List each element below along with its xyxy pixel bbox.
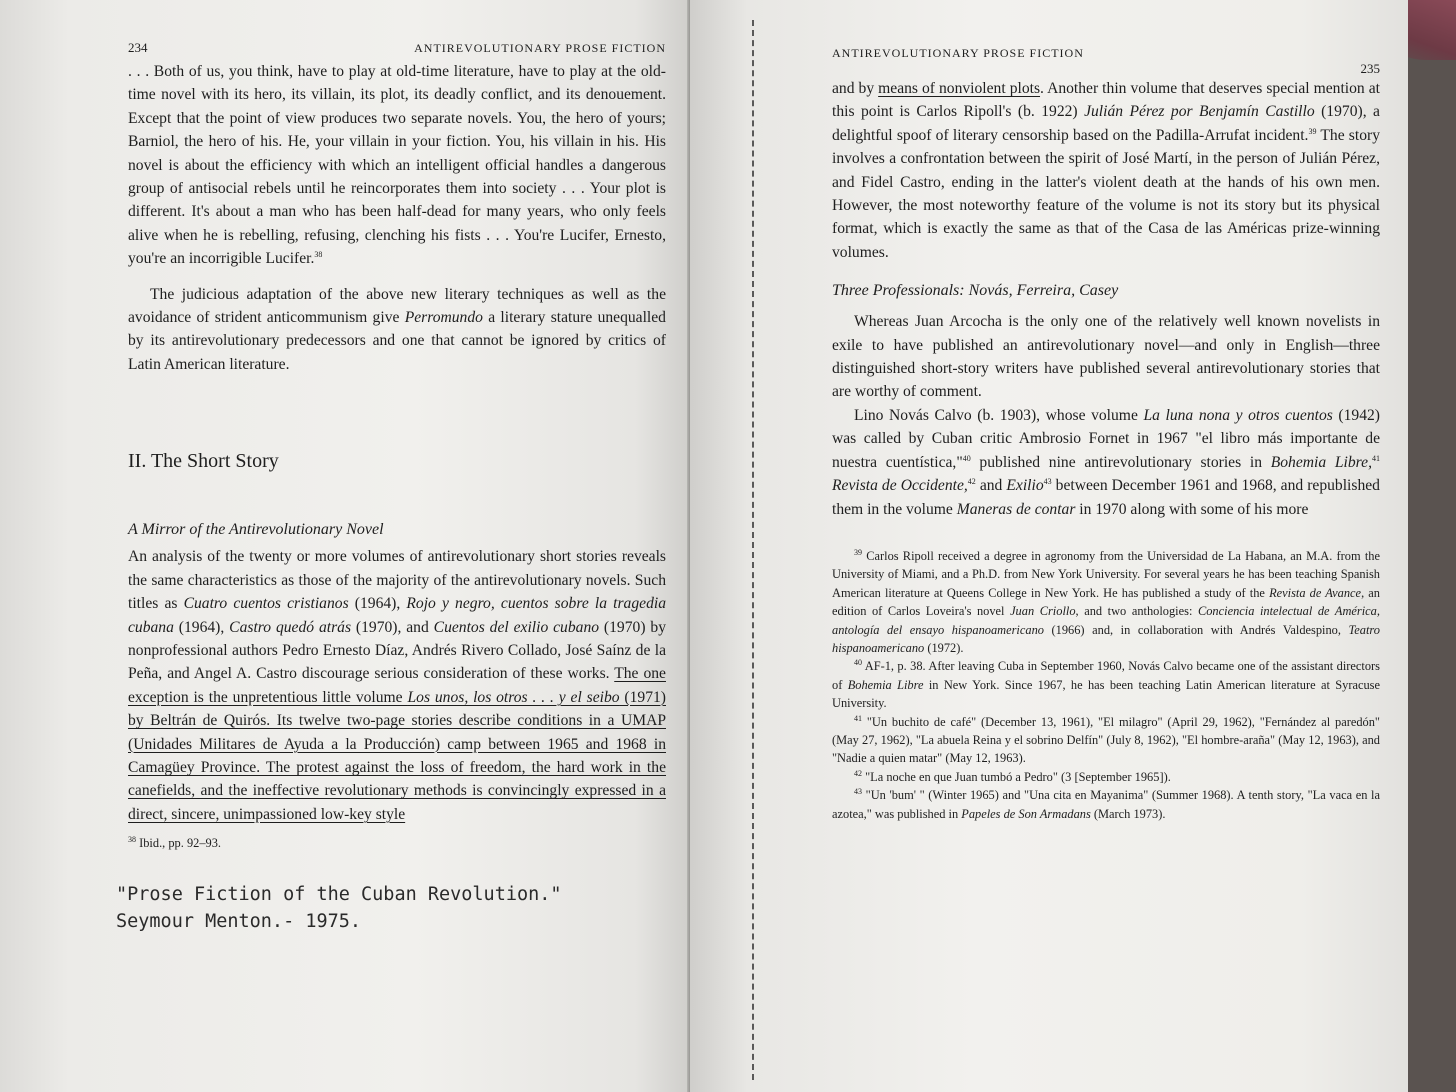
typewritten-citation [116,881,666,935]
p3-text-d: and [975,477,1007,495]
right-page-number: 235 [1360,61,1380,76]
para2-title-5: Los unos, los otros . . . y el seibo [407,688,620,706]
p1-text-b: . Another thin volume that deserves special mention at this point is Carlos Ripoll's (b. 1922) [832,80,1380,121]
footnote-43-number: 43 [854,787,862,797]
footnote-39-number: 39 [854,547,862,557]
p3-note-42: 42 [967,476,976,486]
para2-title-3: Castro quedó atrás [229,618,352,636]
quote-note-ref: 38 [314,250,323,260]
fn39-text-c: , and two anthologies: [1075,604,1198,619]
p1-note-ref: 39 [1308,126,1317,136]
para2-title-2: Rojo y negro, cuentos sobre la tragedia cubana [128,595,666,636]
p1-title: Julián Pérez por Benjamín Castillo [1084,103,1315,121]
footnote-42-number: 42 [854,768,862,778]
p1-underlined: means of nonviolent plots [878,80,1041,97]
para2-underlined-a: The one exception is the unpretentious little volume [128,665,666,706]
para1-title: Perromundo [404,309,483,327]
footnote-38-text: Ibid., pp. 92–93. [139,836,222,851]
p3-text-b: (1942) was called by Cuban critic Ambrosio Fornet in 1967 "el libro más importante de nuestra cuentística," [832,406,1380,471]
p3-text-c: published nine antirevolutionary stories in [970,453,1271,471]
p3-title-4: Exilio [1006,477,1044,495]
p3-text-f: in 1970 along with some of his more [1075,500,1309,518]
para2-text-a: An analysis of the twenty or more volumes of antirevolutionary short stories reveals the same characteristics as those of the majority of the antirevolutionary novels. Such titles as [128,548,666,613]
p3-note-40: 40 [962,453,971,463]
fn40-title: Bohemia Libre [847,677,924,692]
fn39-title-1: Revista de Avance [1269,585,1362,600]
footnote-41 [832,713,1380,768]
subheading-mirror: A Mirror of the Antirevolutionary Novel [128,521,384,539]
underlined-passage [128,665,666,822]
fn39-text-a: Carlos Ripoll received a degree in agronomy from the Universidad de La Habana, an M.A. from the University of Miami, and a Ph.D. from New York University. For several years he has been teaching Spanish American literature at Queens College in New York. He has published a study of the [832,548,1380,600]
left-running-header [128,40,666,56]
p3-note-43: 43 [1043,476,1052,486]
para2-title-4: Cuentos del exilio cubano [433,618,600,636]
quote-text: . . . Both of us, you think, have to play at old-time literature, have to play at the old-time novel with its hero, its villain, its plot, its deadly conflict, and its denouement. Except that the point of view produces two separate novels. You, the hero of yours; Barniol, the hero of his. He, your villain in your fiction. You, his villain in his. His novel is about the efficiency with which an intelligent official handles a dangerous group of antisocial rebels until he reincorporates them into society . . . Your plot is different. It's about a man who has been half-dead for many years, who only feels alive when he is rebelling, refusing, clenching his fists . . . You're Lucifer, Ernesto, you're an incorrigible Lucifer. [128,63,666,268]
fn39-title-3: Conciencia intelectual de América, antología del ensayo hispanoamericano [832,604,1380,637]
right-running-head-title: ANTIREVOLUTIONARY PROSE FICTION [832,46,1084,60]
typed-line-1: "Prose Fiction of the Cuban Revolution." [116,883,562,905]
p3-text-a: Lino Novás Calvo (b. 1903), whose volume [854,406,1144,424]
fn43-title: Papeles de Son Armadans [961,806,1091,821]
fn39-text-d: (1966) and, in collaboration with Andrés Valdespino, [1043,622,1349,637]
para1-text-a: The judicious adaptation of the above new literary techniques as well as the avoidance of strident anticommunism give [128,285,666,327]
paragraph-short-stories [128,545,666,826]
footnote-43 [832,786,1380,823]
footnote-39 [832,547,1380,657]
section-heading: II. The Short Story [128,450,279,473]
fn39-text-b: , an edition of Carlos Loveira's novel [832,585,1380,619]
p3-note-41: 41 [1372,453,1380,463]
fn43-text-b: (March 1973). [1090,806,1166,821]
p3-title-3: Revista de Occidente, [832,477,968,495]
right-running-header [832,46,1380,77]
fn43-text-a: "Un 'bum' " (Winter 1965) and "Una cita en Mayanima" (Summer 1968). A tenth story, "La vaca en la azotea," was published in [832,788,1380,821]
p3-title-2: Bohemia Libre, [1270,453,1372,471]
right-page [690,0,1408,1092]
p3-text-e: between December 1961 and 1968, and republished them in the volume [832,477,1380,518]
fn42-text: "La noche en que Juan tumbó a Pedro" (3 [September 1965]). [865,769,1171,784]
fn39-text-e: (1972). [924,640,964,655]
binding-perforation-line [752,20,754,1080]
footnote-40 [832,657,1380,712]
fn41-text: "Un buchito de café" (December 13, 1961), "El milagro" (April 29, 1962), "Fernández al paredón" (May 27, 1962), "La abuela Reina y el sobrino Delfín" (July 8, 1962), "El hombre-araña" (May 12, 1963), and "Nadie a quien matar" (May 12, 1963). [832,714,1380,766]
footnote-38 [128,834,666,852]
paragraph-novas-calvo [832,404,1380,521]
footnote-38-number: 38 [128,835,136,845]
para2-text-c: (1964), [173,618,230,636]
footnotes [832,547,1380,823]
p1-text-c: (1970), a delightful spoof of literary censorship based on the Padilla-Arrufat incident. [832,103,1380,144]
paragraph-arcocha: Whereas Juan Arcocha is the only one of the relatively well known novelists in exile to have published an antirevolutionary novel—and only in English—three distinguished short-story writers have published several antirevolutionary stories that are worthy of comment. [832,313,1380,401]
typed-line-2: Seymour Menton.- 1975. [116,910,362,932]
subheading-professionals: Three Professionals: Novás, Ferreira, Casey [832,282,1119,300]
footnote-40-number: 40 [854,658,862,668]
para2-text-e: (1970) by nonprofessional authors Pedro Ernesto Díaz, Andrés Rivero Collado, José Saínz de la Peña, and Angel A. Castro discourage serious consideration of these works. [128,618,666,683]
para2-underlined-b: (1971) by Beltrán de Quirós. Its twelve two-page stories describe conditions in a UMAP (Unidades Militares de Ayuda a la Producción) camp between 1965 and 1968 in Camagüey Province. The protest against the loss of freedom, the hard work in the canefields, and the ineffective revolutionary methods is convincingly expressed in a direct, sincere, unimpassioned low-key style [128,688,666,823]
paragraph-perromundo [128,283,666,377]
para2-text-b: (1964), [348,595,407,613]
left-page [0,0,690,1092]
para1-text-b: a literary stature unequalled by its antirevolutionary predecessors and one that cannot be ignored by critics of Latin American literature. [128,309,666,373]
p1-text-d: The story involves a confrontation between the spirit of José Martí, in the person of Julián Pérez, and Fidel Castro, ending in the latter's violent death at the hands of his own men. However, the most noteworthy feature of the volume is not its story but its physical format, which is exactly the same as that of the Casa de las Américas prize-winning volumes. [832,126,1380,261]
para2-title-1: Cuatro cuentos cristianos [183,595,349,613]
left-running-head-title: ANTIREVOLUTIONARY PROSE FICTION [414,41,666,55]
footnote-41-number: 41 [854,713,862,723]
p3-title-1: La luna nona y otros cuentos [1143,406,1333,424]
footnote-42 [832,768,1380,786]
fn40-text-b: in New York. Since 1967, he has been teaching Latin American literature at Syracuse University. [832,677,1380,711]
paragraph-ripoll [832,77,1380,264]
fn39-title-2: Juan Criollo [1010,604,1076,619]
p3-title-5: Maneras de contar [956,500,1076,518]
block-quote [128,60,666,271]
left-page-number: 234 [128,40,148,55]
fn40-text-a: AF-1, p. 38. After leaving Cuba in September 1960, Novás Calvo became one of the assistant directors of [832,659,1380,692]
fn39-title-4: Teatro hispanoamericano [832,622,1380,655]
para2-text-d: (1970), and [351,618,434,636]
p1-text-a: and by [832,80,879,97]
